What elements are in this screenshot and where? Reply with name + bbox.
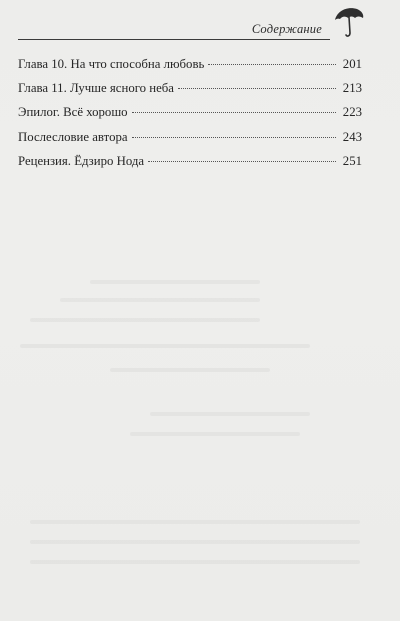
toc-entry[interactable] xyxy=(18,57,362,81)
dot-leader xyxy=(132,137,336,138)
toc-entry-page: 201 xyxy=(342,57,362,71)
toc-entry[interactable] xyxy=(18,130,362,154)
table-of-contents xyxy=(18,57,362,178)
toc-entry[interactable] xyxy=(18,154,362,178)
toc-entry-title: Послесловие автора xyxy=(18,129,128,144)
toc-entry-title: Глава 11. Лучше ясного неба xyxy=(18,81,174,96)
toc-entry[interactable] xyxy=(18,105,362,129)
toc-entry-page: 213 xyxy=(342,81,362,96)
toc-entry-page: 223 xyxy=(342,105,362,120)
dot-leader xyxy=(148,161,336,162)
dot-leader xyxy=(178,88,336,89)
toc-entry-title: Глава 10. На что способна любовь xyxy=(18,57,205,71)
toc-entry-title: Рецензия. Ёдзиро Нода xyxy=(18,153,145,168)
dot-leader xyxy=(208,64,336,65)
dot-leader xyxy=(132,112,336,113)
toc-entry-page: 251 xyxy=(342,153,362,168)
toc-entry-page: 243 xyxy=(342,129,362,144)
umbrella-icon xyxy=(333,6,365,40)
running-title: Содержание xyxy=(251,22,322,36)
running-head xyxy=(18,12,330,40)
header-rule xyxy=(18,39,330,40)
toc-entry-title: Эпилог. Всё хорошо xyxy=(18,105,128,120)
toc-entry[interactable] xyxy=(18,81,362,105)
